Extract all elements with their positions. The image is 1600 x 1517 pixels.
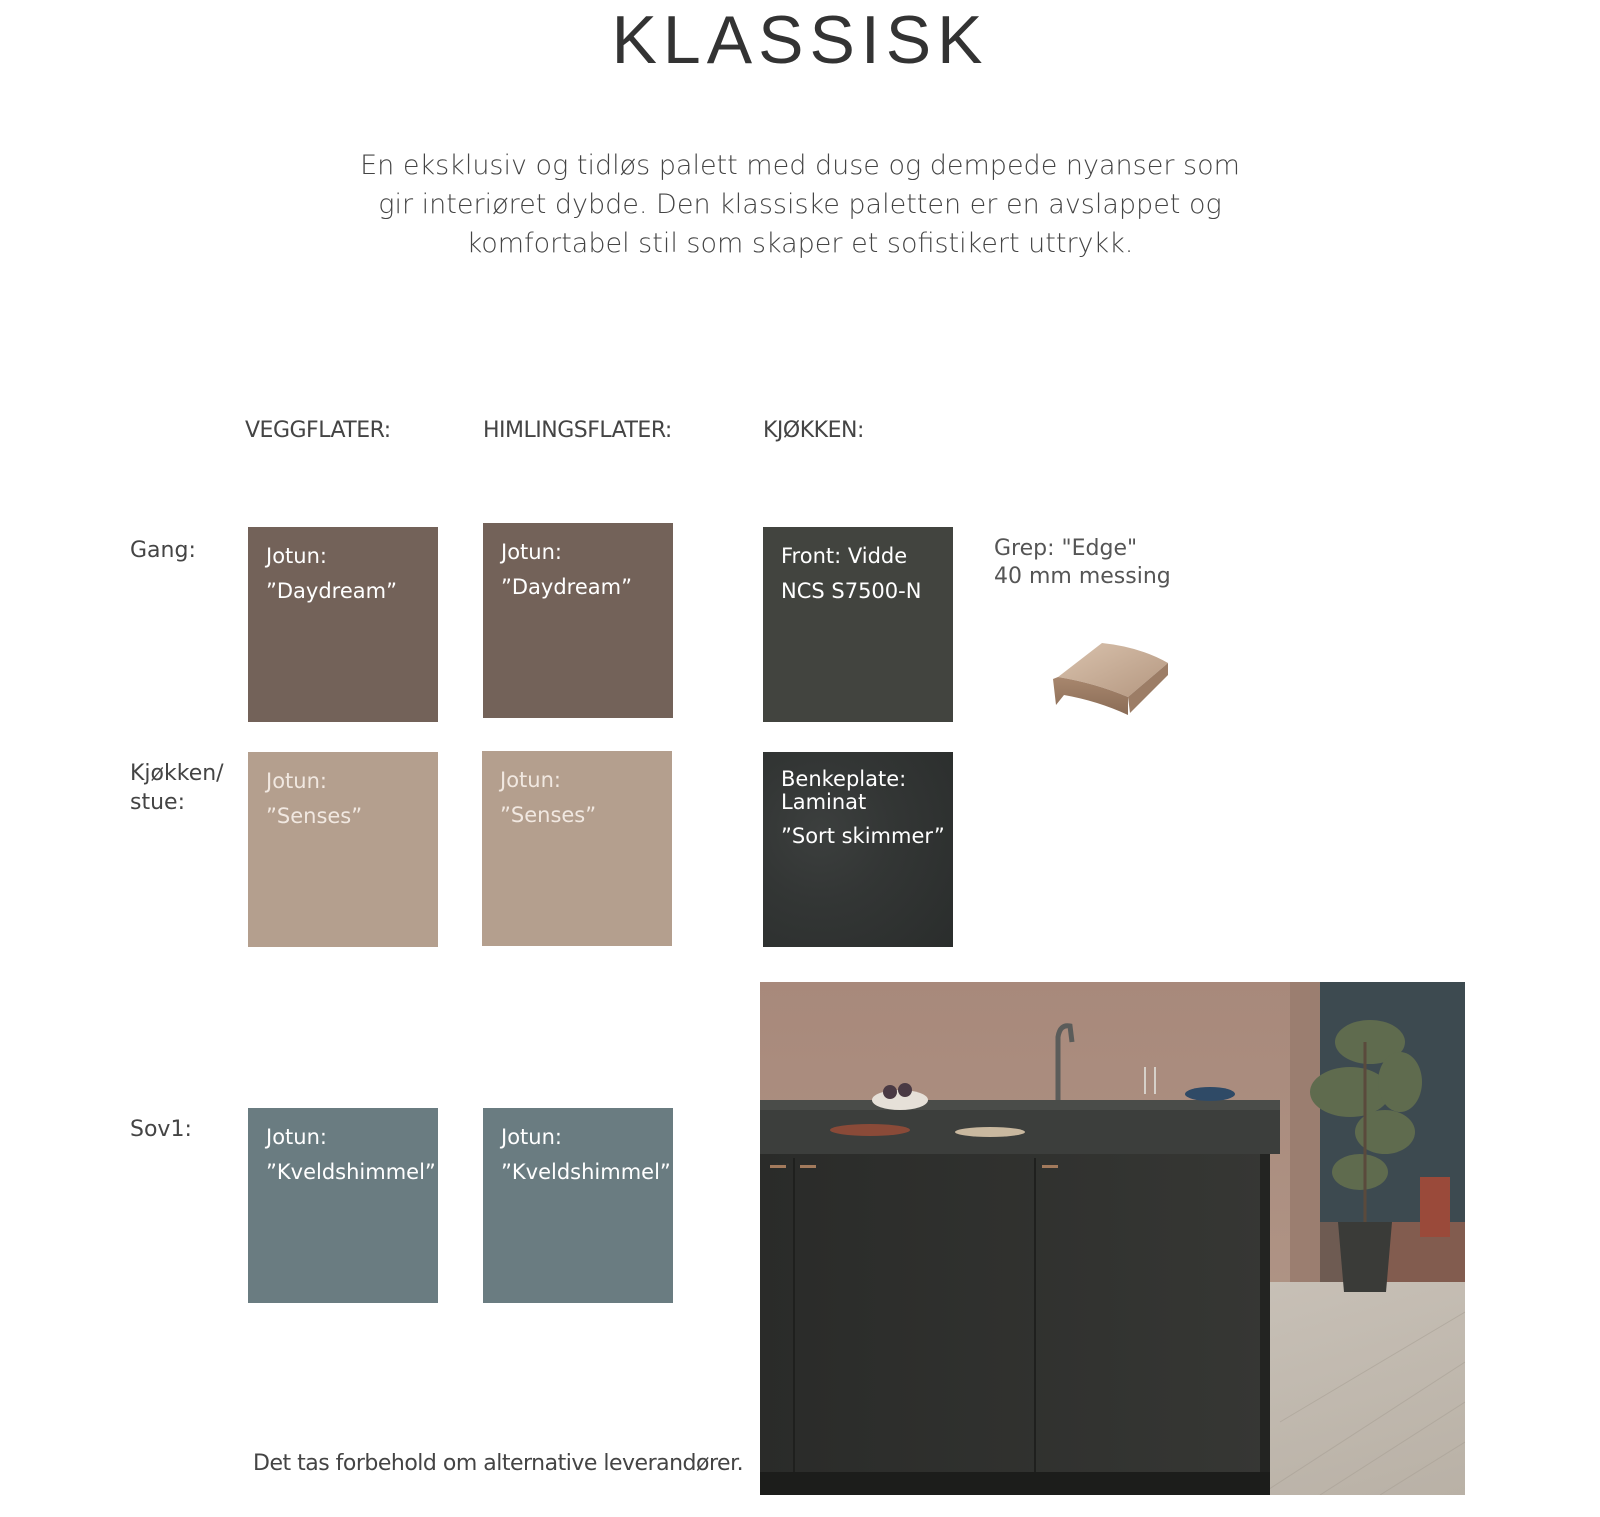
intro-line: komfortabel stil som skaper et sofistikert uttrykk. [466,228,1134,259]
row-label-sov1: Sov1: [130,1117,192,1142]
swatch-kitchen-front [763,527,953,722]
swatch-kitchen-countertop [763,752,953,947]
kitchen-interior-photo [760,982,1465,1495]
page-title: KLASSISK [611,2,989,78]
column-header-walls: VEGGFLATER: [245,418,391,443]
swatch-brand: Jotun: [266,1125,327,1149]
column-header-ceilings: HIMLINGSFLATER: [483,418,672,443]
swatch-color-name: ”Senses” [500,803,597,827]
swatch-color-name: ”Kveldshimmel” [266,1160,436,1184]
swatch-brand: Jotun: [266,769,327,793]
swatch-gang-ceiling [483,523,673,718]
row-label-line: stue: [130,790,185,815]
row-label-kjokken-stue [130,759,224,817]
swatch-front-label: Front: Vidde [781,544,908,568]
swatch-brand: Jotun: [501,540,562,564]
intro-paragraph [360,146,1240,263]
brass-edge-handle-icon [1050,635,1175,729]
swatch-color-name: ”Kveldshimmel” [501,1160,671,1184]
swatch-sov-ceiling [483,1108,673,1303]
swatch-countertop-name: ”Sort skimmer” [781,824,945,848]
swatch-color-name: ”Daydream” [501,575,632,599]
column-header-kitchen: KJØKKEN: [763,418,864,443]
row-label-gang: Gang: [130,538,196,563]
swatch-color-name: ”Senses” [266,804,363,828]
swatch-brand: Jotun: [501,1125,562,1149]
swatch-ncs-code: NCS S7500-N [781,579,922,603]
swatch-countertop-material: Laminat [781,790,867,814]
swatch-stue-wall [248,752,438,947]
footnote: Det tas forbehold om alternative leverandører. [253,1451,744,1476]
swatch-brand: Jotun: [266,544,327,568]
intro-line: En eksklusiv og tidløs palett med duse og dempede nyanser som [360,150,1240,181]
swatch-brand: Jotun: [500,768,561,792]
swatch-countertop-label: Benkeplate: [781,767,907,791]
intro-line: gir interiøret dybde. Den klassiske paletten er en avslappet og [378,189,1222,220]
swatch-gang-wall [248,527,438,722]
grip-description [994,535,1171,591]
swatch-color-name: ”Daydream” [266,579,397,603]
swatch-sov-wall [248,1108,438,1303]
swatch-stue-ceiling [482,751,672,946]
row-label-line: Kjøkken/ [130,761,224,786]
grip-name: Grep: "Edge" [994,536,1138,561]
grip-size: 40 mm messing [994,564,1171,589]
